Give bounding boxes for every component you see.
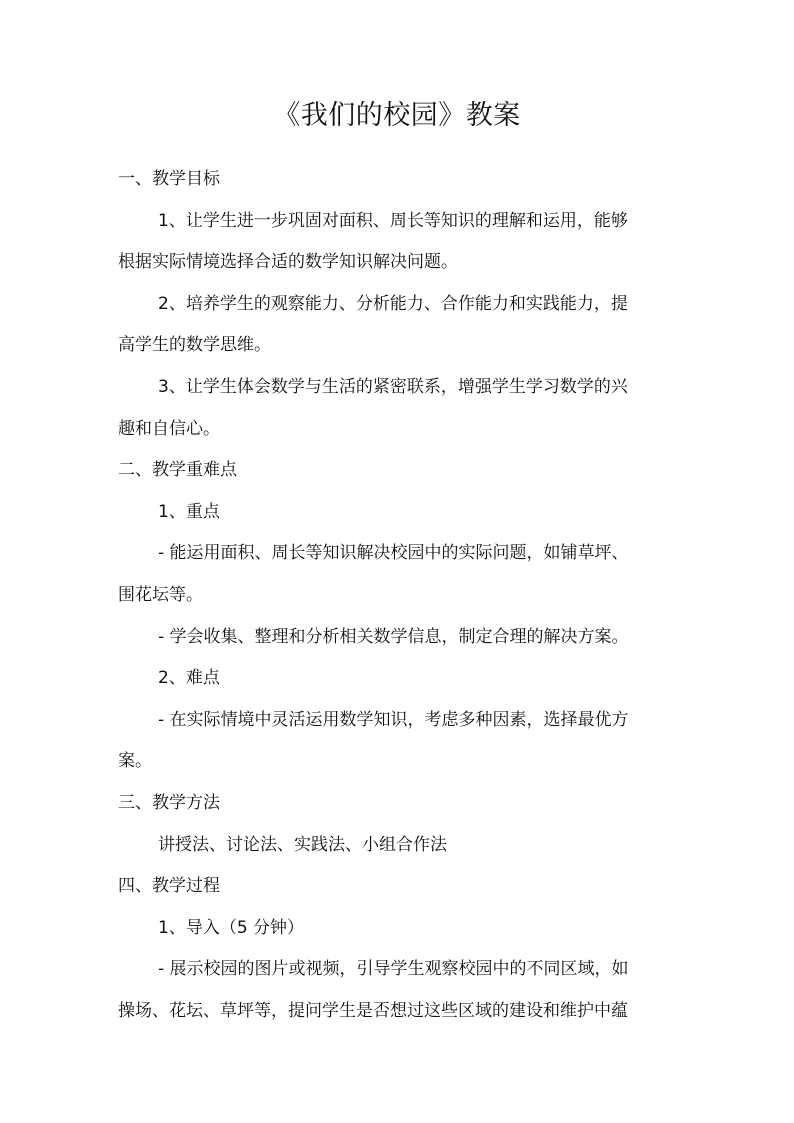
- text-line: 根据实际情境选择合适的数学知识解决问题。: [118, 252, 458, 273]
- text-line: 四、教学过程: [118, 876, 220, 897]
- text-line: 3、让学生体会数学与生活的紧密联系，增强学生学习数学的兴: [158, 376, 628, 397]
- text-line: 围花坛等。: [118, 584, 203, 605]
- text-line: 三、教学方法: [118, 792, 220, 813]
- text-line: 二、教学重难点: [118, 460, 237, 481]
- text-line: 案。: [118, 751, 152, 772]
- text-line: - 学会收集、整理和分析相关数学信息，制定合理的解决方案。: [158, 626, 629, 647]
- text-line: 1、让学生进一步巩固对面积、周长等知识的理解和运用，能够: [158, 210, 628, 231]
- document-body: [118, 159, 676, 1032]
- text-line: 2、难点: [158, 668, 220, 689]
- text-line: - 能运用面积、周长等知识解决校园中的实际问题，如铺草坪、: [158, 543, 629, 564]
- text-line: 高学生的数学思维。: [118, 335, 271, 356]
- text-line: 1、重点: [158, 501, 220, 522]
- text-line: - 展示校园的图片或视频，引导学生观察校园中的不同区域，如: [158, 959, 629, 980]
- text-line: 2、培养学生的观察能力、分析能力、合作能力和实践能力，提: [158, 293, 628, 314]
- document-title: 《我们的校园》教案: [273, 100, 521, 131]
- text-line: - 在实际情境中灵活运用数学知识，考虑多种因素，选择最优方: [158, 709, 629, 730]
- text-line: 1、导入（5 分钟）: [158, 917, 305, 938]
- text-line: 讲授法、讨论法、实践法、小组合作法: [158, 834, 447, 855]
- text-line: 趣和自信心。: [118, 418, 220, 439]
- text-line: 一、教学目标: [118, 169, 220, 189]
- text-line: 操场、花坛、草坪等，提问学生是否想过这些区域的建设和维护中蕴: [118, 1000, 628, 1021]
